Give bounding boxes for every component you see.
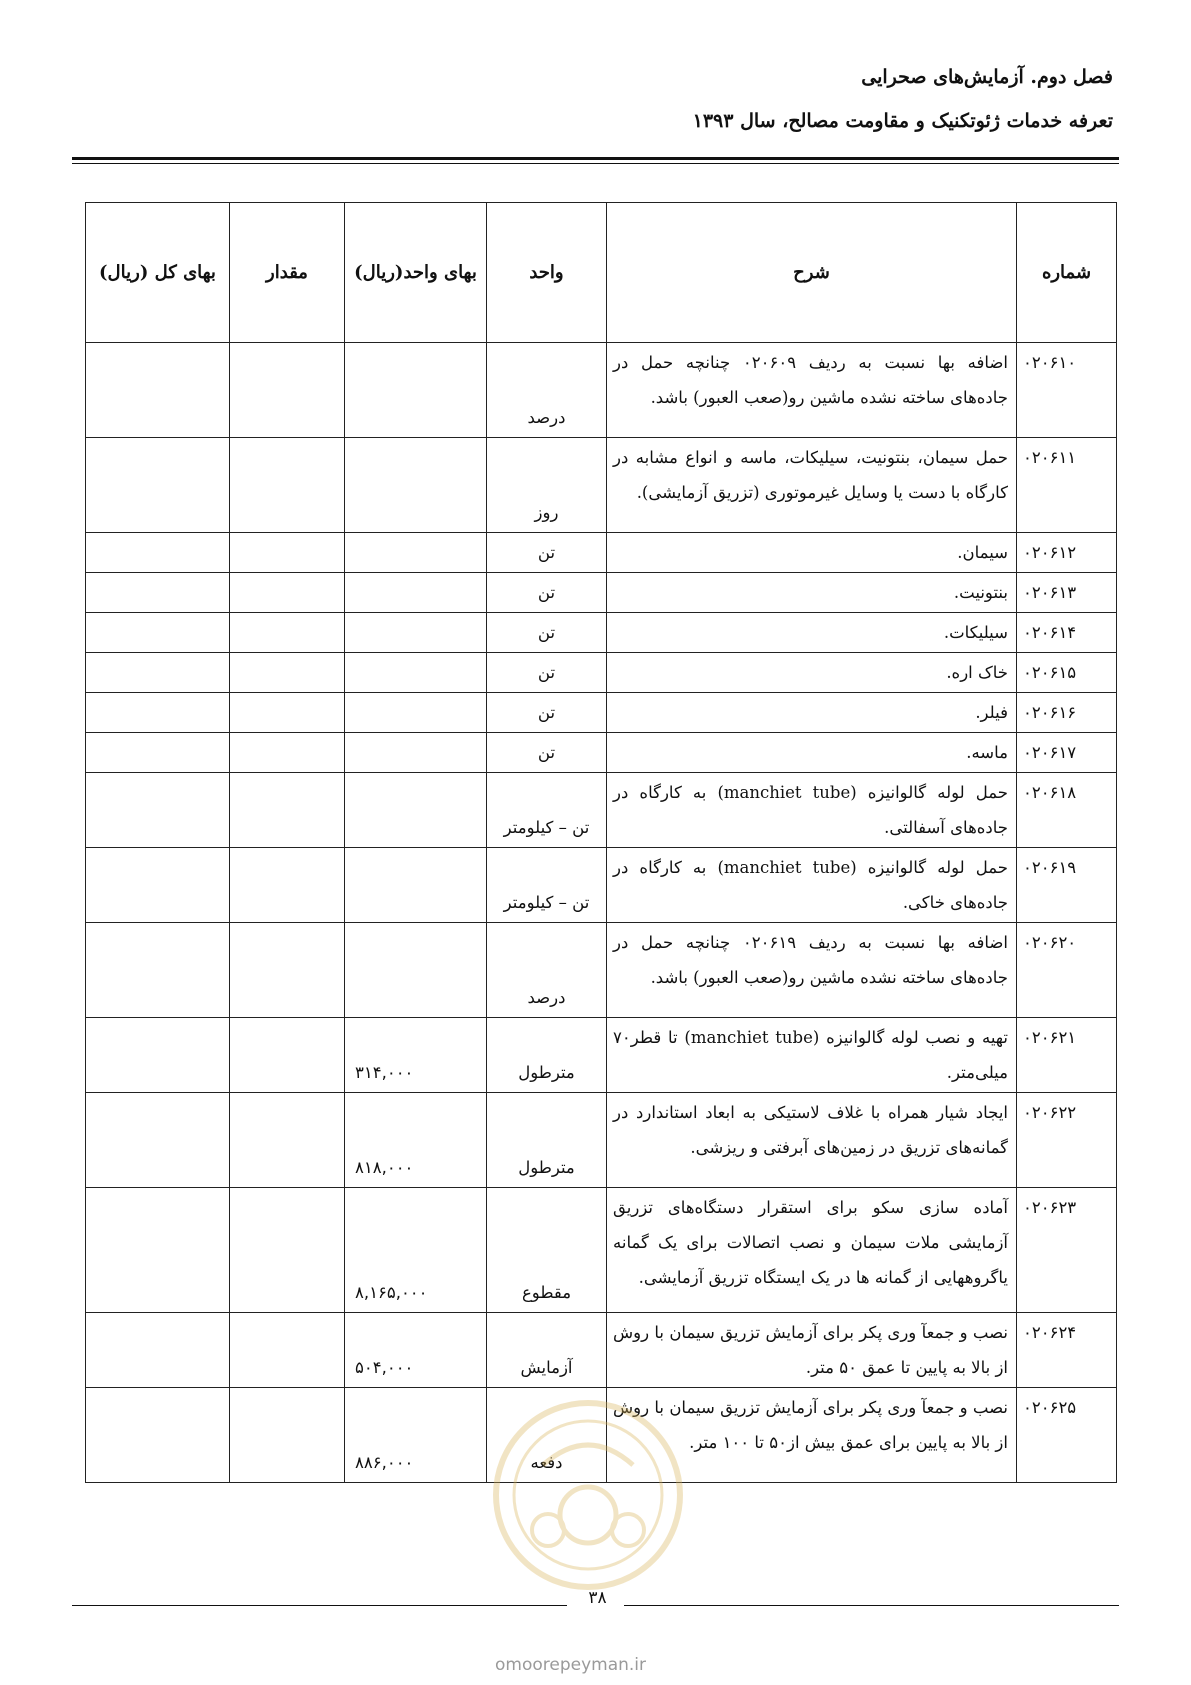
row-description: سیمان. <box>607 533 1017 573</box>
row-total-price <box>86 1388 230 1483</box>
row-unit-price <box>345 693 487 733</box>
row-unit-price <box>345 613 487 653</box>
row-description: اضافه بها نسبت به ردیف ۰۲۰۶۰۹ چنانچه حمل در جاده‌های ساخته نشده ماشین رو(صعب العبور) باشد. <box>607 343 1017 438</box>
header-total-price: بهای کل (ریال) <box>86 203 230 343</box>
row-unit: مترطول <box>487 1093 607 1188</box>
row-code: ۰۲۰۶۱۶ <box>1017 693 1117 733</box>
row-unit-price: ۸۱۸,۰۰۰ <box>345 1093 487 1188</box>
row-unit: دفعه <box>487 1388 607 1483</box>
row-unit-price <box>345 848 487 923</box>
row-unit: آزمایش <box>487 1313 607 1388</box>
row-total-price <box>86 438 230 533</box>
header-unit-price: بهای واحد(ریال) <box>345 203 487 343</box>
row-unit: درصد <box>487 923 607 1018</box>
row-unit: تن – کیلومتر <box>487 773 607 848</box>
header-quantity: مقدار <box>230 203 345 343</box>
row-quantity <box>230 848 345 923</box>
row-description: حمل لوله گالوانیزه (manchiet tube) به کارگاه در جاده‌های آسفالتی. <box>607 773 1017 848</box>
row-unit-price <box>345 573 487 613</box>
table-row <box>86 1188 1117 1313</box>
table-row <box>86 533 1117 573</box>
row-code: ۰۲۰۶۱۹ <box>1017 848 1117 923</box>
table-row <box>86 653 1117 693</box>
row-unit: تن <box>487 653 607 693</box>
row-quantity <box>230 693 345 733</box>
tariff-table <box>85 202 1117 1483</box>
row-description: ایجاد شیار همراه با غلاف لاستیکی به ابعاد استاندارد در گمانه‌های تزریق در زمین‌های آبرفتی و ریزشی. <box>607 1093 1017 1188</box>
row-total-price <box>86 923 230 1018</box>
row-unit-price: ۳۱۴,۰۰۰ <box>345 1018 487 1093</box>
row-total-price <box>86 1093 230 1188</box>
row-total-price <box>86 733 230 773</box>
row-total-price <box>86 533 230 573</box>
page-header <box>693 62 1113 136</box>
row-quantity <box>230 438 345 533</box>
document-subtitle: تعرفه خدمات ژئوتکنیک و مقاومت مصالح، سال ۱۳۹۳ <box>692 110 1113 132</box>
row-quantity <box>230 923 345 1018</box>
row-description: نصب و جمعآ وری پکر برای آزمایش تزریق سیمان با روش از بالا به پایین برای عمق بیش از۵۰ تا ۱۰۰ متر. <box>607 1388 1017 1483</box>
row-unit: درصد <box>487 343 607 438</box>
table-row <box>86 733 1117 773</box>
row-unit-price <box>345 438 487 533</box>
row-description: اضافه بها نسبت به ردیف ۰۲۰۶۱۹ چنانچه حمل در جاده‌های ساخته نشده ماشین رو(صعب العبور) باشد. <box>607 923 1017 1018</box>
row-code: ۰۲۰۶۱۰ <box>1017 343 1117 438</box>
row-description: سیلیکات. <box>607 613 1017 653</box>
row-code: ۰۲۰۶۲۱ <box>1017 1018 1117 1093</box>
row-total-price <box>86 1188 230 1313</box>
row-code: ۰۲۰۶۱۵ <box>1017 653 1117 693</box>
row-total-price <box>86 848 230 923</box>
row-quantity <box>230 1388 345 1483</box>
row-quantity <box>230 573 345 613</box>
row-quantity <box>230 1093 345 1188</box>
row-quantity <box>230 1313 345 1388</box>
row-description: خاک اره. <box>607 653 1017 693</box>
row-unit-price <box>345 653 487 693</box>
footer-rule-left <box>72 1605 567 1606</box>
table-row <box>86 343 1117 438</box>
row-code: ۰۲۰۶۲۰ <box>1017 923 1117 1018</box>
row-description: نصب و جمعآ وری پکر برای آزمایش تزریق سیمان با روش از بالا به پایین تا عمق ۵۰ متر. <box>607 1313 1017 1388</box>
row-code: ۰۲۰۶۱۴ <box>1017 613 1117 653</box>
row-unit-price <box>345 533 487 573</box>
table-row <box>86 923 1117 1018</box>
row-description: فیلر. <box>607 693 1017 733</box>
row-total-price <box>86 693 230 733</box>
row-unit: روز <box>487 438 607 533</box>
row-unit: تن <box>487 573 607 613</box>
row-description: بنتونیت. <box>607 573 1017 613</box>
table-row <box>86 438 1117 533</box>
watermark-url: omoorepeyman.ir <box>495 1655 647 1675</box>
row-code: ۰۲۰۶۲۵ <box>1017 1388 1117 1483</box>
row-unit: مترطول <box>487 1018 607 1093</box>
row-unit: تن – کیلومتر <box>487 848 607 923</box>
header-description: شرح <box>607 203 1017 343</box>
table-row <box>86 1018 1117 1093</box>
row-code: ۰۲۰۶۲۲ <box>1017 1093 1117 1188</box>
row-quantity <box>230 773 345 848</box>
row-description: تهیه و نصب لوله گالوانیزه (manchiet tube) تا قطر۷۰ میلی‌متر. <box>607 1018 1017 1093</box>
chapter-title: فصل دوم. آزمایش‌های صحرایی <box>861 66 1113 88</box>
row-code: ۰۲۰۶۱۱ <box>1017 438 1117 533</box>
row-unit: تن <box>487 533 607 573</box>
row-code: ۰۲۰۶۲۳ <box>1017 1188 1117 1313</box>
table-row <box>86 1313 1117 1388</box>
header-number: شماره <box>1017 203 1117 343</box>
table-row <box>86 573 1117 613</box>
row-unit-price <box>345 923 487 1018</box>
row-unit-price: ۸۸۶,۰۰۰ <box>345 1388 487 1483</box>
table-row <box>86 1093 1117 1188</box>
table-header-row <box>86 203 1117 343</box>
header-unit: واحد <box>487 203 607 343</box>
row-unit-price: ۸,۱۶۵,۰۰۰ <box>345 1188 487 1313</box>
row-unit-price: ۵۰۴,۰۰۰ <box>345 1313 487 1388</box>
table-row <box>86 613 1117 653</box>
row-total-price <box>86 343 230 438</box>
row-quantity <box>230 733 345 773</box>
row-quantity <box>230 1188 345 1313</box>
row-unit: تن <box>487 613 607 653</box>
row-total-price <box>86 1313 230 1388</box>
footer-rule-right <box>624 1605 1119 1606</box>
row-total-price <box>86 1018 230 1093</box>
row-code: ۰۲۰۶۱۲ <box>1017 533 1117 573</box>
row-quantity <box>230 653 345 693</box>
row-description: ماسه. <box>607 733 1017 773</box>
header-rule-thick <box>72 157 1119 160</box>
row-total-price <box>86 773 230 848</box>
row-unit-price <box>345 343 487 438</box>
table-row <box>86 773 1117 848</box>
table-row <box>86 848 1117 923</box>
row-description: حمل سیمان، بنتونیت، سیلیکات، ماسه و انواع مشابه در کارگاه با دست یا وسایل غیرموتوری (تزریق آزمایشی). <box>607 438 1017 533</box>
row-quantity <box>230 1018 345 1093</box>
row-unit: تن <box>487 693 607 733</box>
watermark-seal-icon <box>488 1395 688 1595</box>
row-code: ۰۲۰۶۲۴ <box>1017 1313 1117 1388</box>
row-total-price <box>86 573 230 613</box>
row-total-price <box>86 613 230 653</box>
row-quantity <box>230 533 345 573</box>
header-rule-thin <box>72 163 1119 164</box>
table-row <box>86 693 1117 733</box>
row-description: آماده سازی سکو برای استقرار دستگاه‌های تزریق آزمایشی ملات سیمان و نصب اتصالات برای یک گمانه یاگروههایی از گمانه ها در یک ایستگاه تزریق آزمایشی. <box>607 1188 1017 1313</box>
page-number: ۳۸ <box>588 1588 607 1608</box>
row-unit: تن <box>487 733 607 773</box>
row-unit: مقطوع <box>487 1188 607 1313</box>
row-unit-price <box>345 733 487 773</box>
row-quantity <box>230 343 345 438</box>
row-unit-price <box>345 773 487 848</box>
row-description: حمل لوله گالوانیزه (manchiet tube) به کارگاه در جاده‌های خاکی. <box>607 848 1017 923</box>
row-code: ۰۲۰۶۱۳ <box>1017 573 1117 613</box>
row-code: ۰۲۰۶۱۷ <box>1017 733 1117 773</box>
row-total-price <box>86 653 230 693</box>
row-code: ۰۲۰۶۱۸ <box>1017 773 1117 848</box>
row-quantity <box>230 613 345 653</box>
